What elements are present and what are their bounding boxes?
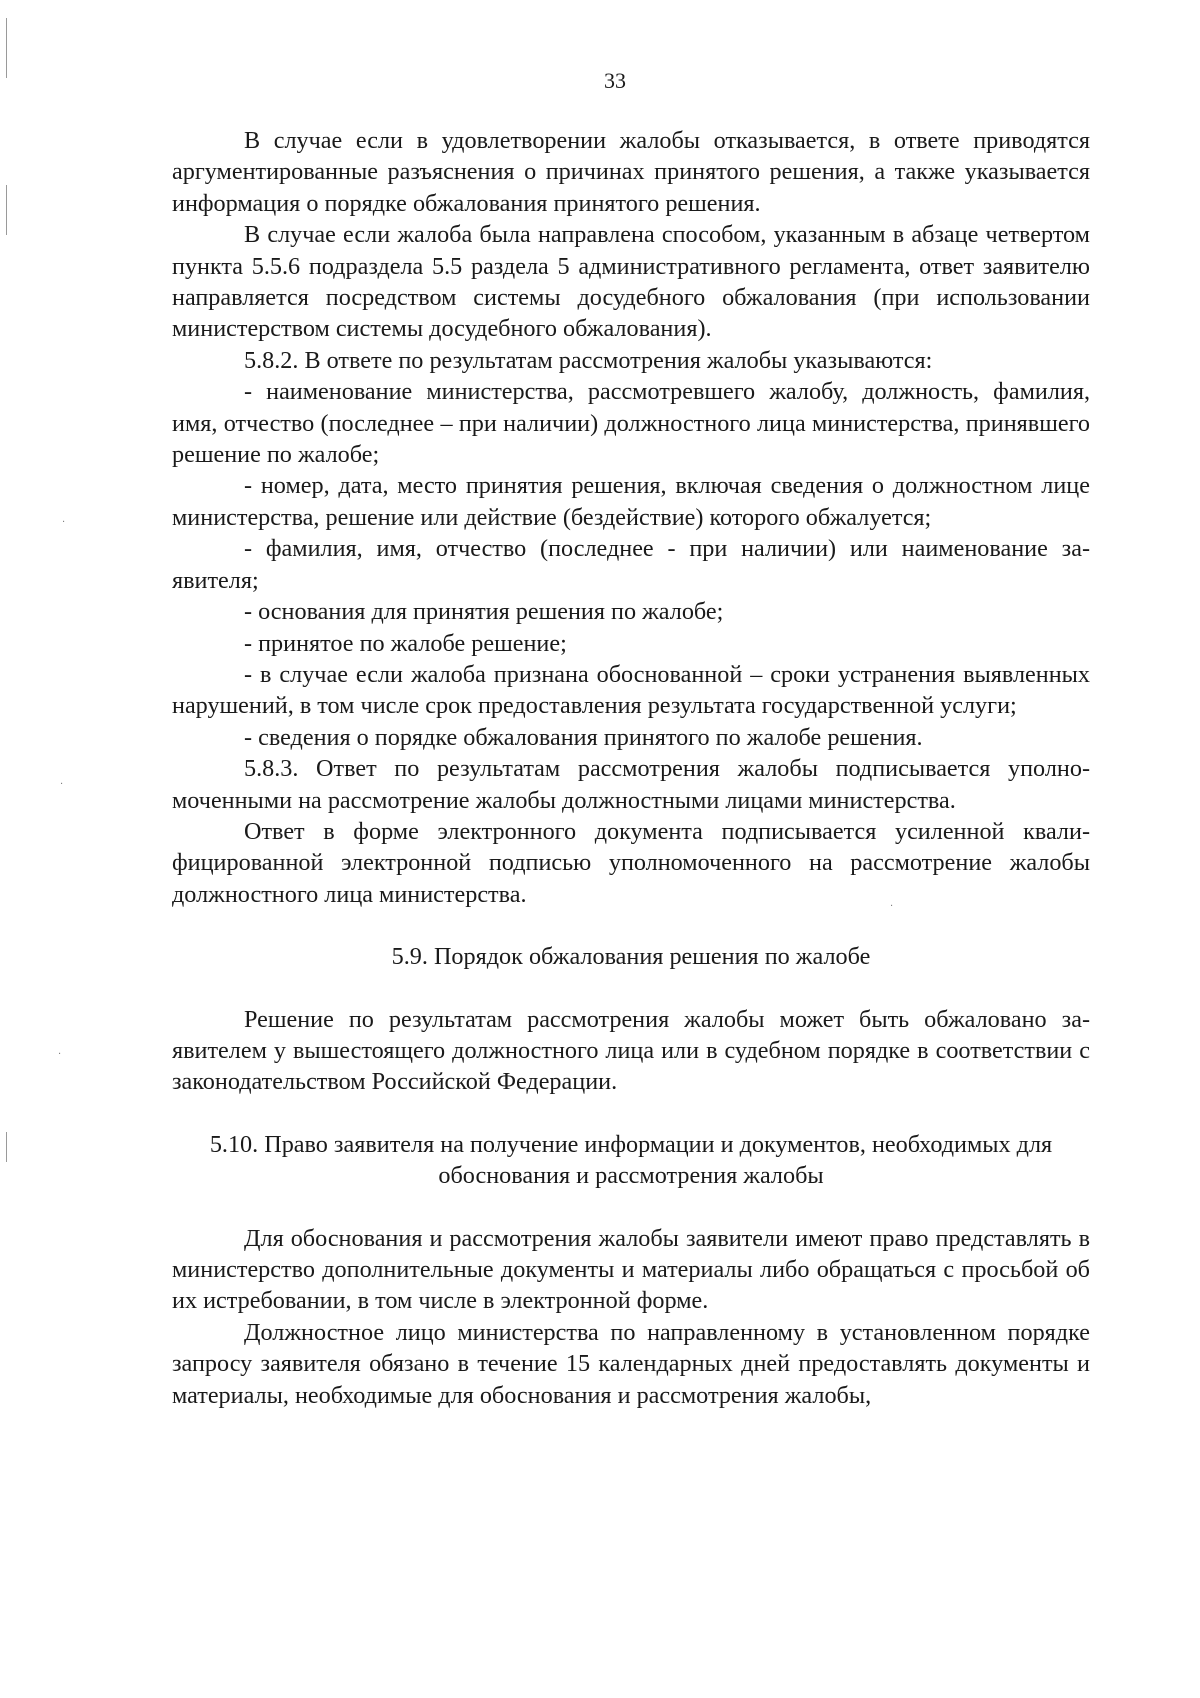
paragraph: Для обоснования и рассмотрения жалобы заявители имеют право представлять в министерство дополнительные документы и материалы либо обращаться с просьбой об их истребовании, в том числе в электронной форме. xyxy=(172,1224,1090,1315)
paragraph: Должностное лицо министерства по направленному в установленном порядке запросу заявителя обязано в течение 15 календарных дней предоставлять документы и материалы, необходимые для обоснования и рассмотрения жалобы, xyxy=(172,1318,1090,1409)
list-item: - номер, дата, место принятия решения, включая сведения о должностном лице министерства, решение или действие (бездействие) которого обжалуется; xyxy=(172,472,1090,531)
paragraph: 5.8.2. В ответе по результатам рассмотрения жалобы указываются: xyxy=(244,346,933,374)
scan-speck: · xyxy=(58,1049,62,1060)
list-item: - основания для принятия решения по жалобе; xyxy=(244,598,724,626)
paragraph: Решение по результатам рассмотрения жалобы может быть обжаловано заявителем у вышестоящего должностного лица или в судебном порядке в соответствии с законодательством Российской Федерации. xyxy=(172,1005,1090,1096)
section-heading: 5.10. Право заявителя на получение информации и документов, необходимых для обоснования и рассмотрения жалобы xyxy=(209,1130,1053,1190)
paragraph: 5.8.3. Ответ по результатам рассмотрения жалобы подписывается уполномоченными на рассмотрение жалобы должностными лицами министерства. xyxy=(172,755,1090,814)
list-item: - фамилия, имя, отчество (последнее - при наличии) или наименование заявителя; xyxy=(172,535,1090,594)
page-number: 33 xyxy=(604,68,626,93)
document-body xyxy=(172,125,1090,1411)
scan-speck: · xyxy=(62,517,66,528)
paragraph: В случае если жалоба была направлена способом, указанным в абзаце четвертом пункта 5.5.6 подраздела 5.5 раздела 5 административного регламента, ответ заявителю направляется посредством системы досудебного обжалования (при использовании министерством системы досудебного обжалования). xyxy=(172,221,1090,343)
section-heading: 5.9. Порядок обжалования решения по жалобе xyxy=(391,943,871,971)
paragraph: Ответ в форме электронного документа подписывается усиленной квалифицированной электронной подписью уполномоченного на рассмотрение жалобы должностного лица министерства. xyxy=(172,817,1090,908)
list-item: - сведения о порядке обжалования принятого по жалобе решения. xyxy=(244,723,923,751)
list-item: - наименование министерства, рассмотревшего жалобу, должность, фамилия, имя, отчество (последнее – при наличии) должностного лица министерства, принявшего решение по жалобе; xyxy=(172,378,1090,469)
scan-speck: · xyxy=(60,779,64,790)
scan-edge-mark xyxy=(6,185,7,235)
list-item: - принятое по жалобе решение; xyxy=(244,629,567,657)
paragraph: В случае если в удовлетворении жалобы отказывается, в ответе приводятся аргументированные разъяснения о причинах принятого решения, а также указывается информация о порядке обжалования принятого решения. xyxy=(172,127,1090,217)
scan-edge-mark xyxy=(6,1132,7,1162)
scan-speck: · xyxy=(890,901,894,912)
list-item: - в случае если жалоба признана обоснованной – сроки устранения выявленных нарушений, в том числе срок предоставления результата государственной услуги; xyxy=(172,660,1090,720)
